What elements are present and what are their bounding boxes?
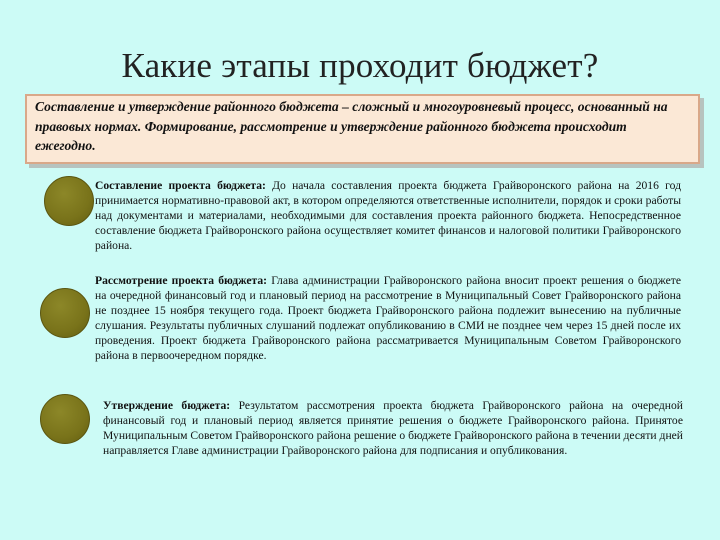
stage-1-marker-icon — [44, 176, 94, 226]
stage-1-text-block — [95, 178, 681, 253]
stage-2-text-block — [95, 273, 681, 363]
intro-box: Составление и утверждение районного бюджета – сложный и многоуровневый процесс, основанный на правовых нормах. Формирование, рассмотрение и утверждение районного бюджета происходит ежегодно. — [25, 94, 700, 164]
stage-2-text: Глава администрации Грайворонского района вносит проект решения о бюджете на очередной финансовый год и плановый период на рассмотрение в Муниципальный Совет Грайворонского района не позднее 15 ноября текущего года. Проект бюджета Грайворонского района подлежит вынесению на публичные слушания. Результаты публичных слушаний подлежат опубликованию в СМИ не позднее чем через 15 дней после их проведения. Проект бюджета Грайворонского района рассматривается Муниципальным Советом Грайворонского района в первоочередном порядке. — [95, 274, 681, 362]
stage-3-marker-icon — [40, 394, 90, 444]
stage-2-heading: Рассмотрение проекта бюджета: — [95, 274, 268, 287]
stage-3-text-block — [103, 398, 683, 458]
stage-2-marker-icon — [40, 288, 90, 338]
slide-title: Какие этапы проходит бюджет? — [121, 46, 599, 85]
stage-1-text: До начала составления проекта бюджета Грайворонского района на 2016 год принимается нормативно-правовой акт, в котором определяются ответственные исполнители, порядок и сроки работы над документами и материалами, необходимыми для составления проекта районного бюджета. Непосредственное составление бюджета Грайворонского района осуществляет комитет финансов и налоговой политики Грайворонского района. — [95, 179, 681, 252]
stage-3-text: Результатом рассмотрения проекта бюджета Грайворонского района на очередной финансовый год и плановый период является принятие решения о бюджете Грайворонского района. Принятое Муниципальным Советом Грайворонского района решение о бюджете Грайворонского района в течении десяти дней направляется Главе администрации Грайворонского района для подписания и опубликования. — [103, 399, 683, 457]
stage-1-heading: Составление проекта бюджета: — [95, 179, 266, 192]
stage-3-heading: Утверждение бюджета: — [103, 399, 231, 412]
